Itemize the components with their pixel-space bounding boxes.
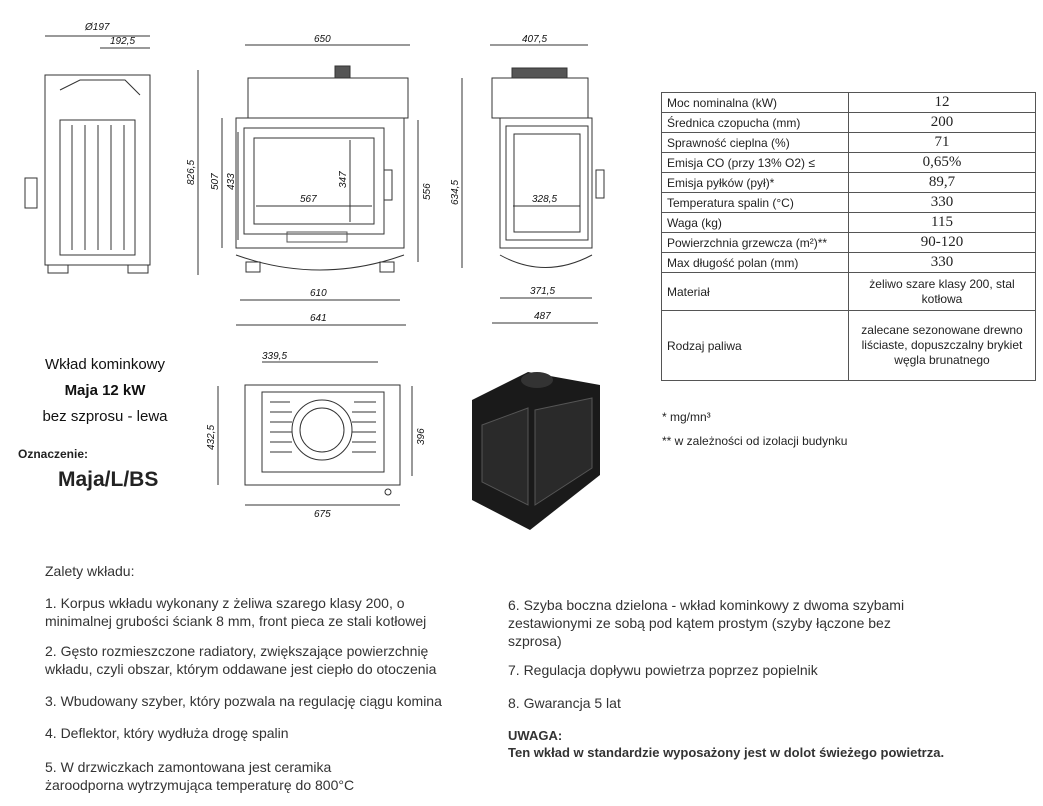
footnote-1: * mg/mn³	[662, 410, 711, 424]
dim-side2-height: 634,5	[450, 179, 461, 205]
spec-row	[662, 193, 1036, 213]
spec-row	[662, 93, 1036, 113]
spec-label: Powierzchnia grzewcza (m²)**	[662, 233, 849, 253]
technical-drawings	[0, 0, 660, 540]
advantage-item: 8. Gwarancja 5 lat	[508, 695, 621, 711]
advantage-item: 4. Deflektor, który wydłuża drogę spalin	[45, 725, 289, 741]
dim-front-glass-w: 567	[300, 194, 317, 205]
product-line1: Wkład kominkowy	[44, 356, 166, 373]
dim-side2-bottom2: 487	[534, 311, 551, 322]
advantage-item: 5. W drzwiczkach zamontowana jest ceramika żaroodporna wytrzymująca temperaturę do 800°C	[45, 759, 355, 793]
dim-front-width: 650	[314, 34, 331, 45]
product-line2: Maja 12 kW	[64, 382, 146, 399]
advantage-item: 6. Szyba boczna dzielona - wkład kominkowy z dwoma szybami zestawionymi ze sobą pod kątem prostym (szyby łączone bez szprosa)	[508, 597, 905, 649]
spec-value: 115	[849, 213, 1036, 233]
dim-top-right: 396	[416, 428, 427, 445]
isometric-fireplace-drawing	[472, 372, 600, 530]
spec-label: Średnica czopucha (mm)	[662, 113, 849, 133]
side-view-right-drawing	[462, 45, 604, 323]
dim-side2-bottom1: 371,5	[530, 286, 556, 297]
spec-label: Sprawność cieplna (%)	[662, 133, 849, 153]
advantage-item: 7. Regulacja dopływu powietrza poprzez popielnik	[508, 662, 818, 678]
spec-label: Rodzaj paliwa	[662, 311, 849, 381]
dim-side-top2: 192,5	[110, 36, 136, 47]
dim-front-height-total: 826,5	[186, 159, 197, 185]
spec-row	[662, 153, 1036, 173]
dim-top-bottom: 675	[314, 509, 331, 520]
dim-top-left: 432,5	[206, 424, 217, 450]
footnote-2: ** w zależności od izolacji budynku	[662, 434, 848, 448]
spec-row	[662, 133, 1036, 153]
spec-value: 12	[849, 93, 1036, 113]
dim-front-bottom2: 641	[310, 313, 327, 324]
spec-row	[662, 173, 1036, 193]
spec-value: 200	[849, 113, 1036, 133]
dim-front-right: 556	[422, 183, 433, 200]
dim-front-height-body: 507	[210, 173, 221, 190]
dim-side2-top: 407,5	[522, 34, 548, 45]
advantages-heading: Zalety wkładu:	[45, 563, 135, 579]
spec-label: Materiał	[662, 273, 849, 311]
warning-title: UWAGA:	[508, 728, 563, 743]
dim-front-height-door: 433	[226, 173, 237, 190]
spec-value: zalecane sezonowane drewno liściaste, dopuszczalny brykiet węgla brunatnego	[849, 311, 1036, 381]
warning-text: Ten wkład w standardzie wyposażony jest w dolot świeżego powietrza.	[508, 745, 945, 760]
spec-value: 330	[849, 253, 1036, 273]
spec-label: Max długość polan (mm)	[662, 253, 849, 273]
dim-front-bottom1: 610	[310, 288, 327, 299]
product-line3: bez szprosu - lewa	[42, 408, 168, 425]
spec-row	[662, 311, 1036, 381]
spec-table	[661, 92, 1036, 381]
side-view-drawing	[25, 36, 150, 273]
dim-front-glass-h: 347	[338, 171, 349, 188]
spec-value: 330	[849, 193, 1036, 213]
spec-row	[662, 273, 1036, 311]
spec-value: żeliwo szare klasy 200, stal kotłowa	[849, 273, 1036, 311]
designation-label: Oznaczenie:	[18, 447, 89, 461]
spec-row	[662, 253, 1036, 273]
advantage-item: 3. Wbudowany szyber, który pozwala na regulację ciągu komina	[45, 693, 442, 709]
dim-top-width: 339,5	[262, 351, 288, 362]
spec-row	[662, 113, 1036, 133]
top-view-drawing	[218, 362, 412, 505]
spec-value: 89,7	[849, 173, 1036, 193]
spec-value: 90-120	[849, 233, 1036, 253]
dim-side-top1: Ø197	[85, 22, 110, 33]
spec-label: Emisja pyłków (pył)*	[662, 173, 849, 193]
spec-label: Moc nominalna (kW)	[662, 93, 849, 113]
spec-label: Emisja CO (przy 13% O2) ≤	[662, 153, 849, 173]
spec-value: 71	[849, 133, 1036, 153]
designation-code: Maja/L/BS	[58, 468, 159, 491]
advantage-item: 1. Korpus wkładu wykonany z żeliwa szarego klasy 200, o minimalnej grubości ściank 8 mm, front pieca ze stali kotłowej	[45, 595, 427, 629]
spec-label: Temperatura spalin (°C)	[662, 193, 849, 213]
spec-value: 0,65%	[849, 153, 1036, 173]
dim-side2-glass-w: 328,5	[532, 194, 558, 205]
advantage-item: 2. Gęsto rozmieszczone radiatory, zwiększające powierzchnię wkładu, czyli obszar, którym oddawane jest ciepło do otoczenia	[45, 643, 437, 677]
spec-row	[662, 213, 1036, 233]
spec-label: Waga (kg)	[662, 213, 849, 233]
spec-row	[662, 233, 1036, 253]
